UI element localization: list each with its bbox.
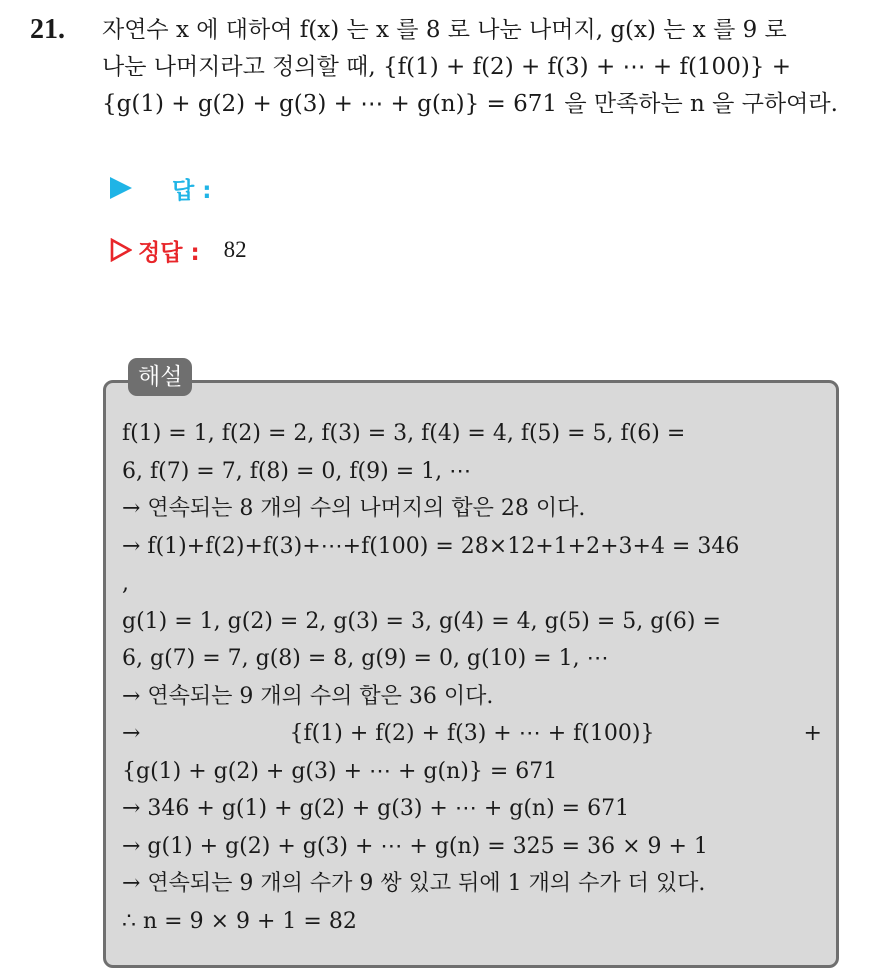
solution-line: → f(1)+f(2)+f(3)+⋯+f(100) = 28×12+1+2+3+4 = 346: [122, 533, 740, 559]
solution-tag: 해설: [128, 358, 192, 396]
solution-line: → 연속되는 9 개의 수의 합은 36 이다.: [122, 683, 494, 709]
problem-text: [102, 12, 882, 123]
answer-row: [110, 168, 211, 208]
solution-line: [122, 715, 822, 753]
problem-number: 21.: [30, 14, 65, 45]
outline-triangle-icon: [110, 238, 132, 262]
solution-arrow: →: [122, 721, 141, 746]
solution-line: 6, g(7) = 7, g(8) = 8, g(9) = 0, g(10) = 1, ⋯: [122, 646, 609, 671]
solution-line: g(1) = 1, g(2) = 2, g(3) = 3, g(4) = 4, g(5) = 5, g(6) =: [122, 608, 721, 634]
answer-label: 답 :: [172, 177, 212, 204]
correct-answer-label: 정답 :: [138, 239, 200, 266]
correct-answer-row: [110, 230, 247, 270]
solution-body: [122, 415, 822, 940]
solution-plus: +: [803, 721, 822, 746]
solution-line: → 연속되는 8 개의 수의 나머지의 합은 28 이다.: [122, 496, 586, 521]
solution-line: ,: [122, 571, 129, 596]
solution-line: → 연속되는 9 개의 수가 9 쌍 있고 뒤에 1 개의 수가 더 있다.: [122, 871, 706, 896]
solution-line: ∴ n = 9 × 9 + 1 = 82: [122, 908, 357, 934]
problem-line: 나눈 나머지라고 정의할 때, {f(1) + f(2) + f(3) + ⋯ + f(100)} +: [102, 54, 792, 80]
correct-answer-value: 82: [223, 237, 247, 262]
solution-line: f(1) = 1, f(2) = 2, f(3) = 3, f(4) = 4, f(5) = 5, f(6) =: [122, 421, 686, 446]
solution-line: → g(1) + g(2) + g(3) + ⋯ + g(n) = 325 = 36 × 9 + 1: [122, 833, 708, 859]
problem-line: {g(1) + g(2) + g(3) + ⋯ + g(n)} = 671 을 만족하는 n 을 구하여라.: [102, 91, 838, 117]
solution-line: 6, f(7) = 7, f(8) = 0, f(9) = 1, ⋯: [122, 458, 472, 484]
play-triangle-icon: [110, 177, 132, 199]
solution-f-sum: {f(1) + f(2) + f(3) + ⋯ + f(100)}: [289, 721, 655, 746]
solution-line: → 346 + g(1) + g(2) + g(3) + ⋯ + g(n) = 671: [122, 796, 630, 821]
problem-line: 자연수 x 에 대하여 f(x) 는 x 를 8 로 나눈 나머지, g(x) 는 x 를 9 로: [102, 17, 787, 43]
solution-line: {g(1) + g(2) + g(3) + ⋯ + g(n)} = 671: [122, 758, 558, 784]
